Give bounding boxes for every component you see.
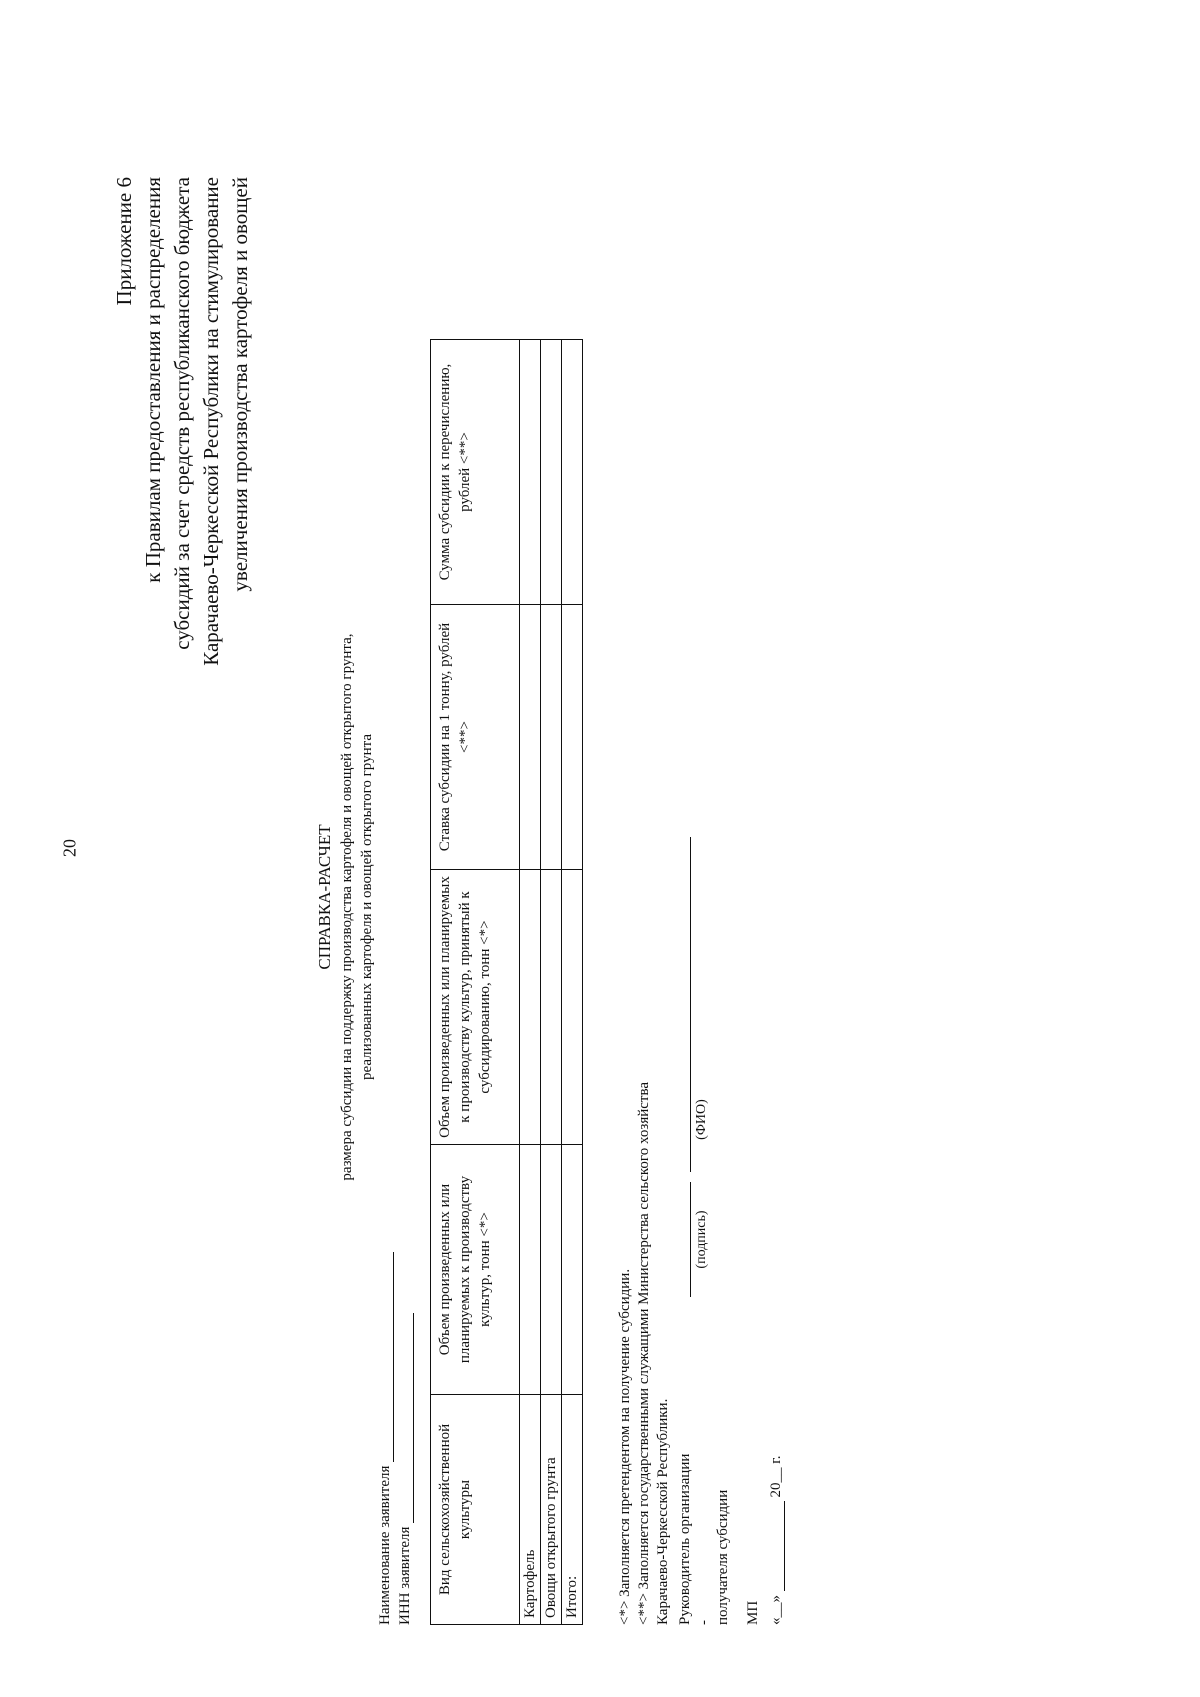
page-number: 20 [59,839,80,857]
fio-caption: (ФИО) [694,1099,709,1140]
table-cell[interactable] [562,340,583,605]
footnote-1: <*> Заполняется претендентом на получение субсидии. [617,1268,633,1625]
applicant-name-label: Наименование заявителя [377,1465,393,1625]
footnote-2: <**> Заполняется государственными служащими Министерства сельского хозяйства [636,1082,652,1625]
appendix-line: Карачаево-Черкесской Республики на стимулирование [199,177,223,666]
inn-field [397,1313,414,1625]
subtitle-line-2: реализованных картофеля и овощей открытого грунта [359,733,375,1081]
table-row [541,340,562,1625]
table-cell[interactable] [562,870,583,1145]
col-header-volume-accepted: Объем произведенных или планируемых к производству культур, принятый к субсидированию, тонн <*> [431,870,520,1145]
table-cell[interactable] [541,1145,562,1395]
date-year: 20__ г. [768,1455,784,1498]
signer-line-2: получателя субсидии [715,1489,731,1625]
appendix-line: к Правилам предоставления и распределения [141,177,165,583]
document-title: СПРАВКА-РАСЧЕТ [315,824,334,970]
date-field [768,1456,785,1625]
table-header-row [431,340,520,1625]
appendix-line: увеличения производства картофеля и овощей [228,177,252,592]
document-subtitle [337,367,377,1447]
row-label-potato: Картофель [520,1395,541,1625]
col-header-rate: Ставка субсидии на 1 тонну, рублей <**> [431,605,520,870]
subsidy-table [430,339,583,1625]
applicant-name-blank[interactable] [377,1252,394,1462]
signer-label [676,1445,733,1625]
inn-blank[interactable] [397,1313,414,1523]
date-day: «__» [768,1595,784,1625]
appendix-header [110,177,255,737]
table-cell[interactable] [541,870,562,1145]
inn-label: ИНН заявителя [397,1526,413,1625]
table-cell[interactable] [541,340,562,605]
table-row [562,340,583,1625]
table-cell[interactable] [562,1145,583,1395]
col-header-volume: Объем произведенных или планируемых к производству культур, тонн <*> [431,1145,520,1395]
table-cell[interactable] [520,340,541,605]
fio-blank[interactable] [690,837,691,1172]
signature-caption: (подпись) [694,1210,709,1269]
table-cell[interactable] [520,1145,541,1395]
col-header-amount: Сумма субсидии к перечислению, рублей <**> [431,340,520,605]
signer-line-1: Руководитель организации - [677,1453,712,1625]
table-row [520,340,541,1625]
appendix-line: субсидий за счет средств республиканского бюджета [170,177,194,650]
table-cell[interactable] [520,870,541,1145]
appendix-line: Приложение 6 [112,177,136,306]
table-cell[interactable] [562,605,583,870]
rotated-form-sheet [0,137,1040,1697]
row-label-total: Итого: [562,1395,583,1625]
date-month-blank[interactable] [770,1501,785,1591]
stamp-place: МП [745,1600,761,1625]
footnote-2-continued: Карачаево-Черкесской Республики. [655,1398,671,1625]
table-cell[interactable] [541,605,562,870]
row-label-vegetables: Овощи открытого грунта [541,1395,562,1625]
subtitle-line-1: размера субсидии на поддержку производства картофеля и овощей открытого грунта, [339,633,355,1181]
table-cell[interactable] [520,605,541,870]
signature-blank[interactable] [690,1182,691,1297]
col-header-crop-type: Вид сельскохозяйственной культуры [431,1395,520,1625]
applicant-name-field [377,1252,394,1625]
